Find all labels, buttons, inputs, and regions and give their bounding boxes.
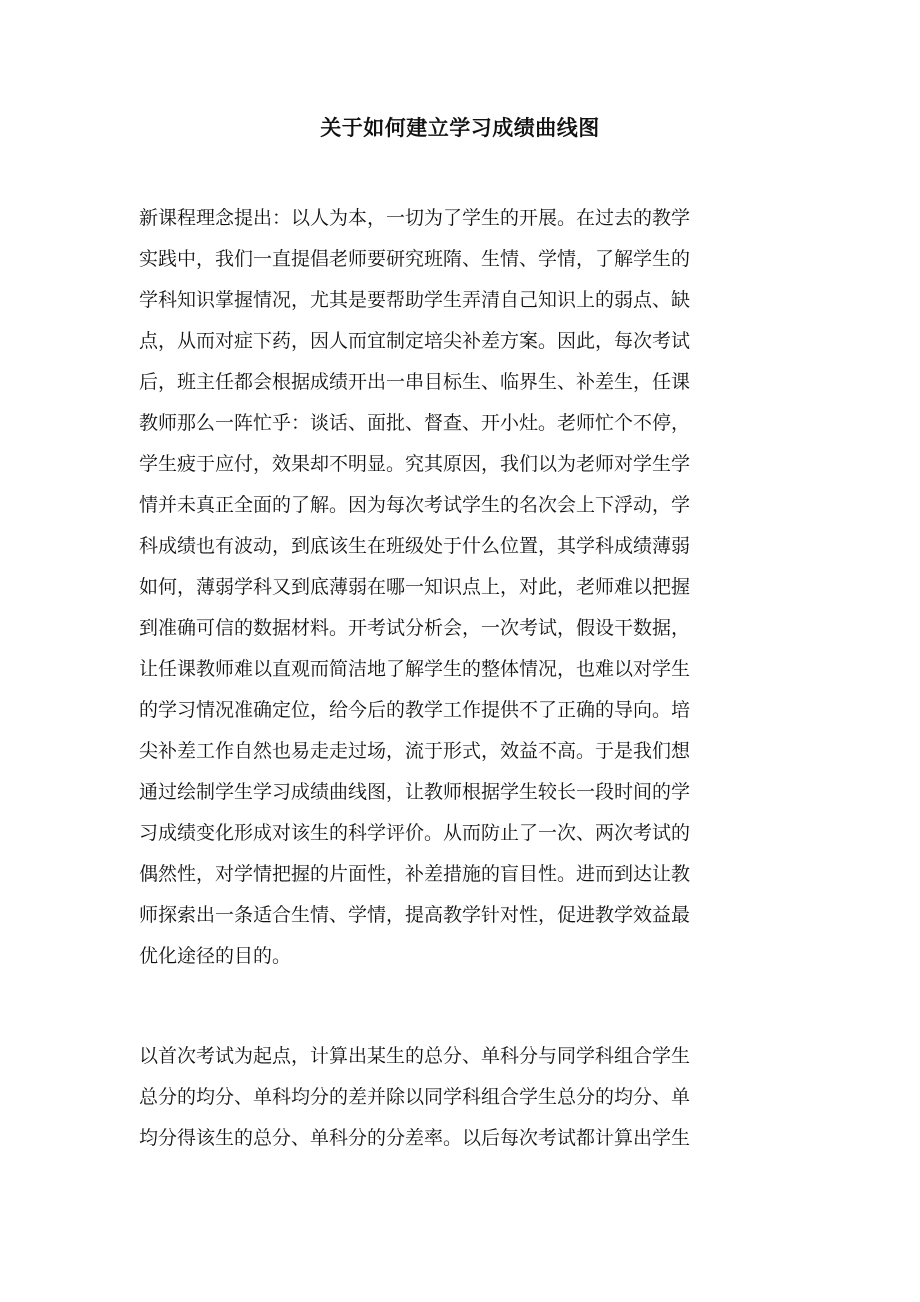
paragraph-line: 新课程理念提出：以人为本，一切为了学生的开展。在过去的教学	[139, 207, 691, 229]
paragraph-line: 师探索出一条适合生情、学情，提高教学针对性，促进教学效益最	[139, 904, 691, 926]
paragraph-line: 科成绩也有波动，到底该生在班级处于什么位置，其学科成绩薄弱	[139, 535, 691, 557]
paragraph-line: 通过绘制学生学习成绩曲线图，让教师根据学生较长一段时间的学	[139, 781, 691, 803]
paragraph-line: 点，从而对症下药，因人而宜制定培尖补差方案。因此，每次考试	[139, 330, 691, 352]
paragraph-line: 教师那么一阵忙乎：谈话、面批、督查、开小灶。老师忙个不停，	[139, 412, 691, 434]
paragraph-line: 习成绩变化形成对该生的科学评价。从而防止了一次、两次考试的	[139, 822, 691, 844]
paragraph-1	[139, 198, 784, 977]
paragraph-line: 偶然性，对学情把握的片面性，补差措施的盲目性。进而到达让教	[139, 863, 691, 885]
paragraph-line: 到准确可信的数据材料。开考试分析会，一次考试，假设干数据，	[139, 617, 691, 639]
paragraph-line: 后，班主任都会根据成绩开出一串目标生、临界生、补差生，任课	[139, 371, 691, 393]
paragraph-line: 的学习情况准确定位，给今后的教学工作提供不了正确的导向。培	[139, 699, 691, 721]
paragraph-line: 均分得该生的总分、单科分的分差率。以后每次考试都计算出学生	[139, 1127, 691, 1149]
paragraph-2	[139, 1036, 784, 1159]
paragraph-line: 让任课教师难以直观而简洁地了解学生的整体情况，也难以对学生	[139, 658, 691, 680]
paragraph-line: 优化途径的目的。	[139, 945, 292, 967]
paragraph-line: 以首次考试为起点，计算出某生的总分、单科分与同学科组合学生	[139, 1045, 691, 1067]
paragraph-line: 情并未真正全面的了解。因为每次考试学生的名次会上下浮动，学	[139, 494, 691, 516]
document-title: 关于如何建立学习成绩曲线图	[320, 115, 600, 140]
paragraph-line: 实践中，我们一直提倡老师要研究班隋、生情、学情，了解学生的	[139, 248, 691, 270]
paragraph-line: 尖补差工作自然也易走走过场，流于形式，效益不高。于是我们想	[139, 740, 691, 762]
paragraph-line: 学科知识掌握情况，尤其是要帮助学生弄清自己知识上的弱点、缺	[139, 289, 691, 311]
paragraph-line: 总分的均分、单科均分的差并除以同学科组合学生总分的均分、单	[139, 1086, 691, 1108]
paragraph-line: 如何，薄弱学科又到底薄弱在哪一知识点上，对此，老师难以把握	[139, 576, 691, 598]
paragraph-line: 学生疲于应付，效果却不明显。究其原因，我们以为老师对学生学	[139, 453, 691, 475]
